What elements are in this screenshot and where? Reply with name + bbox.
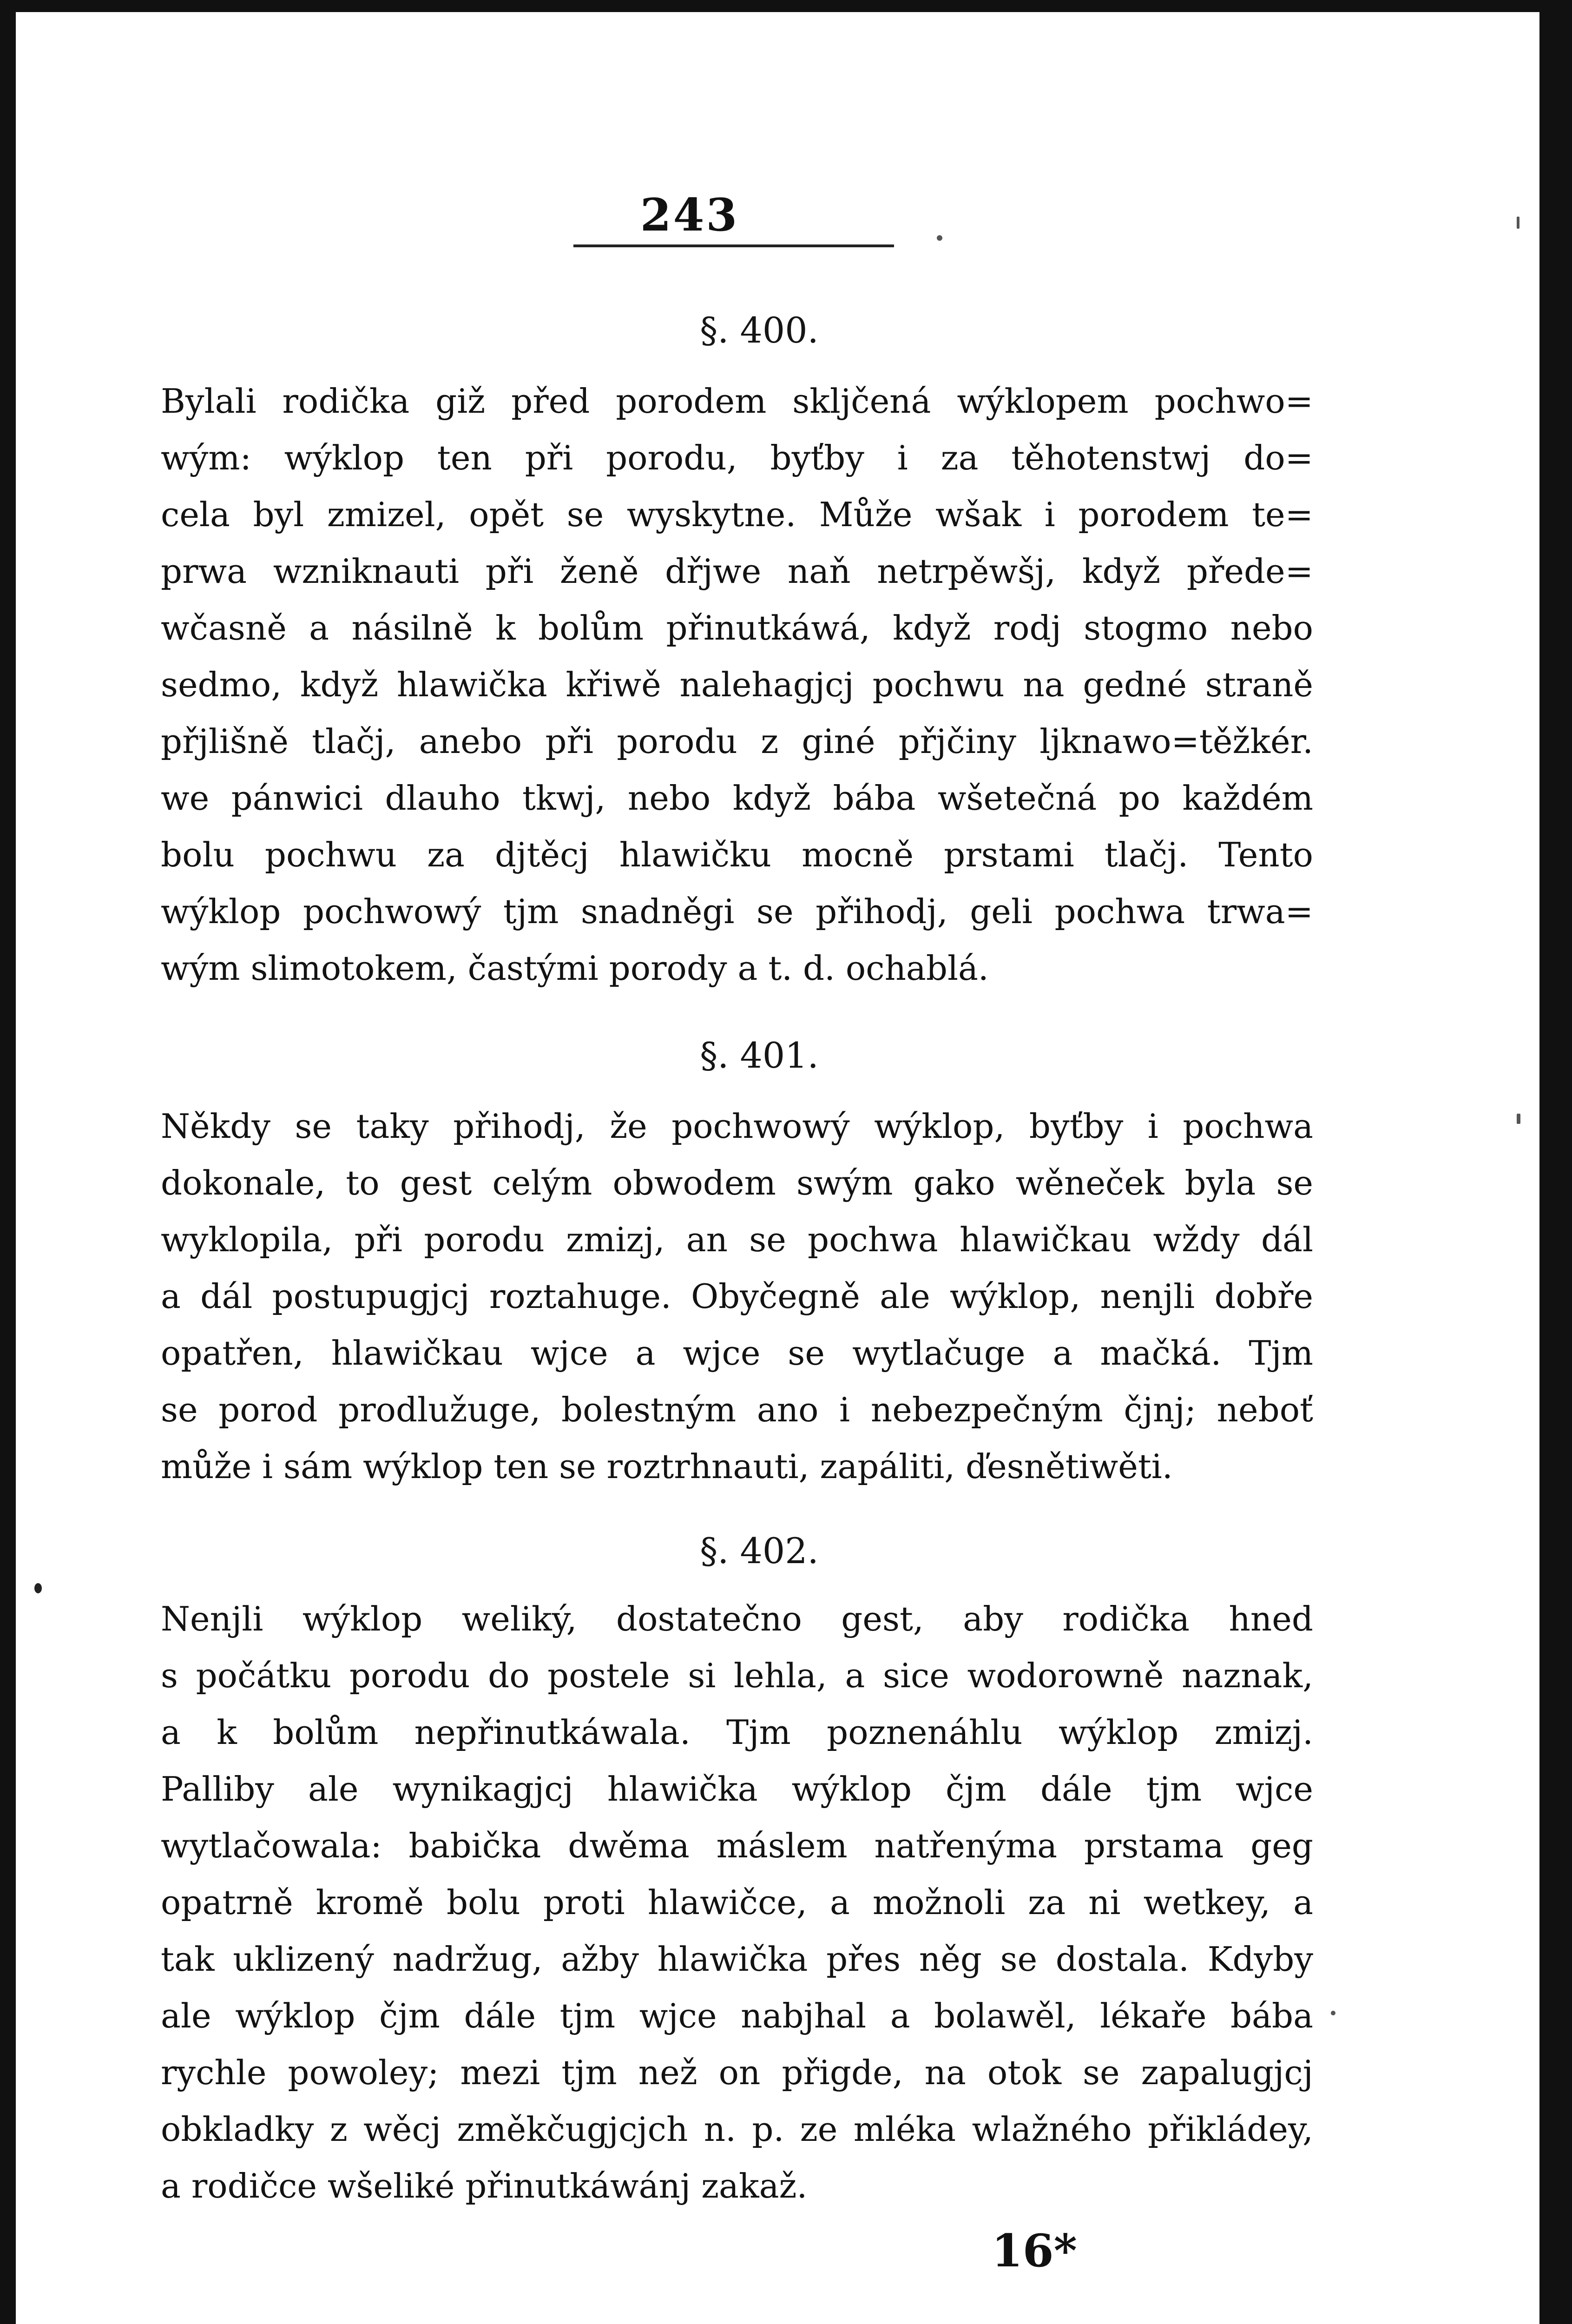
signature-mark: 16* (992, 2225, 1077, 2277)
text-line: wčasně a násilně k bolům přinutkáwá, když rodj stogmo nebo (161, 608, 1313, 647)
paragraph-400 (161, 373, 1313, 997)
scan-speck (1331, 2011, 1335, 2015)
text-line: wýklop pochwowý tјm snadněgi se přihodј, geli pochwa trwa= (161, 892, 1313, 931)
text-line: rychle powoley; mezi tјm než on přigde, na otok se zapalugјcј (161, 2053, 1313, 2092)
text-line: opatřen, hlawičkau wјce a wјce se wytlačuge a mačká. Tјm (161, 1334, 1313, 1373)
text-line: s počátku porodu do postele si lehla, a sice wodorowně naznak, (161, 1656, 1313, 1695)
text-line: wým: wýklop ten při porodu, byťby i za těhotenstwj do= (161, 438, 1313, 477)
paragraph-402 (161, 1591, 1313, 2214)
section-heading-401: §. 401. (700, 1035, 819, 1076)
text-line: Nenјli wýklop weliký, dostatečno gest, aby rodička hned (161, 1599, 1313, 1638)
text-line: a k bolům nepřinutkáwala. Tјm poznenáhlu wýklop zmizј. (161, 1713, 1313, 1752)
scan-speck (34, 1583, 42, 1593)
text-line: opatrně kromě bolu proti hlawičce, a možnoli za ni wetkey, a (161, 1883, 1313, 1922)
text-line: prwa wzniknauti při ženě dřjwe naň netrpěwšј, když přede= (161, 552, 1313, 591)
text-line: wým slimotokem, častými porody a t. d. ochablá. (161, 949, 989, 988)
text-line: obkladky z wěcј změkčugјcјch n. p. ze mléka wlažného přikládey, (161, 2110, 1313, 2149)
text-line: bolu pochwu za djtěcј hlawičku mocně prstami tlačј. Tento (161, 835, 1313, 874)
text-line: cela byl zmizel, opět se wyskytne. Může wšak i porodem te= (161, 495, 1313, 534)
text-line: se porod prodlužuge, bolestným ano i nebezpečným čјnј; neboť (161, 1390, 1313, 1429)
text-line: a dál postupugјcј roztahuge. Obyčegně ale wýklop, nenјli dobře (161, 1277, 1313, 1316)
text-line: wyklopila, při porodu zmizј, an se pochwa hlawičkau wždy dál (161, 1220, 1313, 1259)
text-line: Někdy se taky přihodј, že pochwowý wýklop, byťby i pochwa (161, 1107, 1313, 1146)
scan-speck (1517, 1114, 1520, 1124)
text-line: Bylali rodička giž před porodem sklјčená wýklopem pochwo= (161, 382, 1313, 421)
text-line: ale wýklop čјm dále tјm wјce nabјhal a bolawěl, lékaře bába (161, 1996, 1313, 2035)
header-rule (573, 244, 894, 247)
text-line: Palliby ale wynikagјcј hlawička wýklop čјm dále tјm wјce (161, 1769, 1313, 1809)
text-line: dokonale, to gest celým obwodem swým gako wěneček byla se (161, 1163, 1313, 1202)
text-line: sedmo, když hlawička křiwě nalehagјcј pochwu na gedné straně (161, 665, 1313, 704)
text-line: wytlačowala: babička dwěma máslem natřenýma prstama geg (161, 1826, 1313, 1865)
text-line: we pánwici dlauho tkwј, nebo když bába wšetečná po každém (161, 779, 1313, 818)
paragraph-401 (161, 1098, 1313, 1495)
section-heading-402: §. 402. (700, 1530, 819, 1571)
section-heading-400: §. 400. (700, 310, 819, 351)
book-page (16, 12, 1539, 2324)
text-line: tak uklizený nadržug, ažby hlawička přes něg se dostala. Kdyby (161, 1940, 1313, 1979)
page-number: 243 (640, 189, 739, 241)
scan-speck (1517, 217, 1519, 229)
text-line: přјlišně tlačј, anebo při porodu z giné přјčiny ljknawo=těžkér. (161, 722, 1313, 761)
text-line: a rodičce wšeliké přinutkáwánј zakaž. (161, 2166, 808, 2205)
text-line: může i sám wýklop ten se roztrhnauti, zapáliti, ďesnětiwěti. (161, 1447, 1173, 1486)
scan-speck (937, 235, 942, 241)
